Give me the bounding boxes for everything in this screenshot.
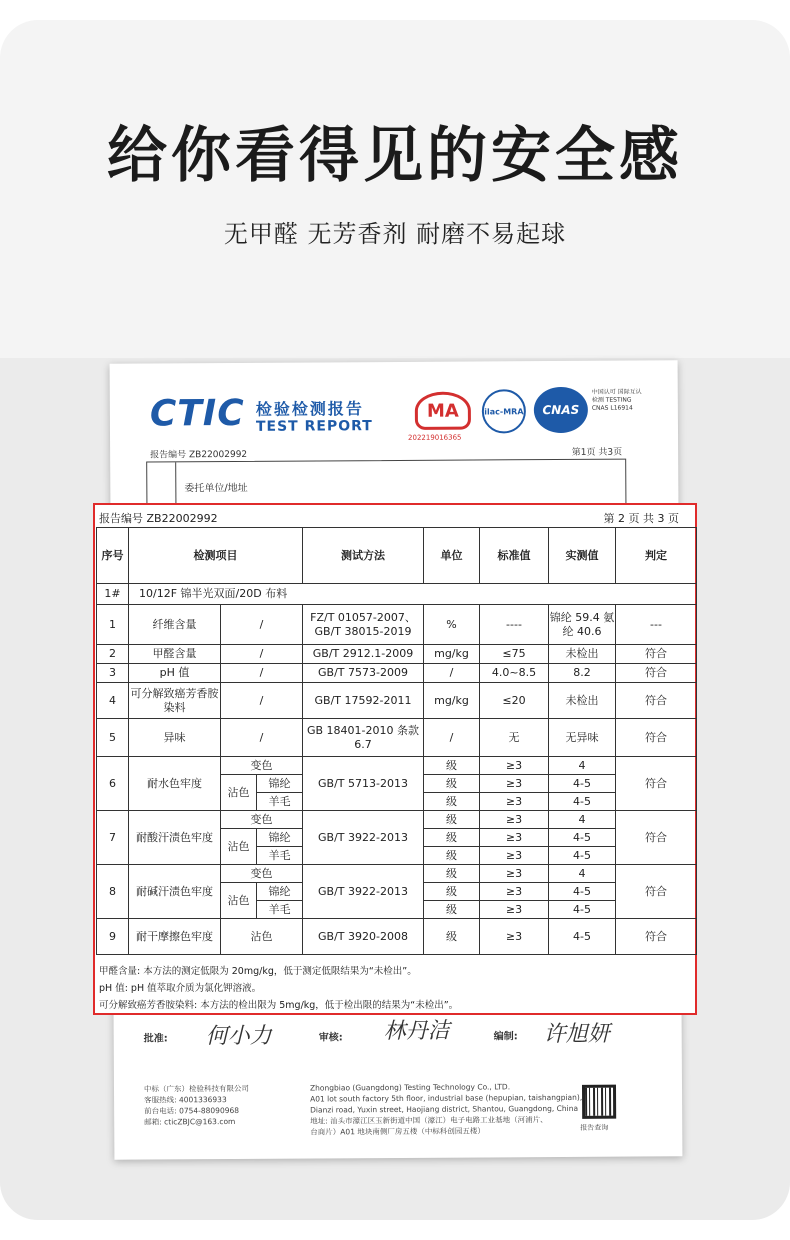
cma-seal-icon: MA (415, 392, 471, 430)
table-header-row (97, 528, 697, 584)
subheadline: 无甲醛 无芳香剂 耐磨不易起球 (223, 220, 567, 248)
table-cell: ≥3 (480, 865, 549, 883)
table-row (97, 683, 697, 719)
table-cell: 4-5 (549, 901, 616, 919)
table-cell: 级 (424, 901, 480, 919)
col-std: 标准值 (480, 528, 549, 584)
table-cell: 7 (97, 811, 129, 865)
table-cell: ≥3 (480, 901, 549, 919)
table-row (97, 645, 697, 664)
cnas-text: 中国认可 国际互认 检测 TESTING CNAS L16914 (591, 388, 642, 412)
table-cell: % (424, 605, 480, 645)
note-formaldehyde: 甲醛含量: 本方法的测定低限为 20mg/kg，低于测定低限结果为“未检出”。 (99, 966, 417, 977)
table-report-number: 报告编号 ZB22002992 (99, 512, 218, 525)
table-cell: mg/kg (424, 645, 480, 664)
table-row (97, 919, 697, 955)
footer-en: Zhongbiao (Guangdong) Testing Technology Co., LTD. A01 lot south factory 5th floor, industrial base (hepupian, taishangpian), Dianzi road, Yuxin street, Haojiang district, Shantou, Guangdong, China 地址: 汕头市濠江区玉新街道中国（濠江）电子电路工业基地（河浦片、 台商片）A01 地块南侧厂房五楼（中标科创园五楼） (309, 1082, 583, 1137)
table-cell: 4-5 (549, 919, 616, 955)
table-cell: 符合 (616, 719, 697, 757)
report-title-en: TEST REPORT (255, 418, 373, 435)
approver-signature-icon: 何小力 (205, 1023, 272, 1050)
table-cell: 4-5 (549, 883, 616, 901)
col-result: 实测值 (549, 528, 616, 584)
table-cell: 级 (424, 829, 480, 847)
table-cell: 8 (97, 865, 129, 919)
table-cell: 变色 (221, 865, 303, 883)
footer-cn: 中标（广东）检验科技有限公司 客服热线: 4001336933 前台电话: 0754-88090968 邮箱: cticZBJC@163.com (143, 1083, 250, 1127)
table-cell: 4 (549, 757, 616, 775)
col-unit: 单位 (424, 528, 480, 584)
table-cell: ≥3 (480, 919, 549, 955)
cnas-icon: CNAS (534, 387, 588, 433)
editor-label: 编制: (493, 1031, 518, 1043)
table-cell: / (221, 605, 303, 645)
table-cell: 级 (424, 811, 480, 829)
results-table (96, 527, 697, 955)
table-cell: 4-5 (549, 775, 616, 793)
table-cell: / (221, 719, 303, 757)
table-cell: 5 (97, 719, 129, 757)
table-cell: 符合 (616, 757, 697, 811)
col-item: 检测项目 (129, 528, 303, 584)
table-cell: ≥3 (480, 847, 549, 865)
table-cell: GB/T 17592-2011 (303, 683, 424, 719)
table-cell: 符合 (616, 919, 697, 955)
table-cell: 级 (424, 847, 480, 865)
headline: 给你看得见的安全感 (107, 121, 683, 191)
table-row (97, 757, 697, 775)
table-cell: 沾色 (221, 775, 257, 811)
table-cell: ≥3 (480, 883, 549, 901)
reviewer-signature-icon: 林丹洁 (383, 1018, 450, 1045)
table-cell: 纤维含量 (129, 605, 221, 645)
qr-label: 报告查询 (580, 1123, 609, 1132)
table-cell: GB/T 2912.1-2009 (303, 645, 424, 664)
table-cell: 锦纶 (257, 829, 303, 847)
table-cell: 无异味 (549, 719, 616, 757)
table-cell: 级 (424, 865, 480, 883)
table-cell: 3 (97, 664, 129, 683)
table-cell: 羊毛 (257, 793, 303, 811)
table-cell: 符合 (616, 664, 697, 683)
table-cell: 异味 (129, 719, 221, 757)
col-judge: 判定 (616, 528, 697, 584)
sample-row (97, 584, 697, 605)
table-row (97, 719, 697, 757)
table-cell: 沾色 (221, 829, 257, 865)
table-cell: 4.0~8.5 (480, 664, 549, 683)
table-cell: GB/T 7573-2009 (303, 664, 424, 683)
table-cell: 锦纶 (257, 775, 303, 793)
note-amine: 可分解致癌芳香胺染料: 本方法的检出限为 5mg/kg，低于检出限的结果为“未检出”。 (99, 1000, 459, 1011)
table-cell: 4 (97, 683, 129, 719)
approver-label: 批准: (143, 1033, 168, 1045)
table-cell: 级 (424, 919, 480, 955)
table-cell: 4-5 (549, 793, 616, 811)
table-cell: 符合 (616, 683, 697, 719)
ctic-logo: CTIC (149, 392, 245, 435)
table-cell: 符合 (616, 811, 697, 865)
table-row (97, 605, 697, 645)
table-cell: 耐干摩擦色牢度 (129, 919, 221, 955)
table-cell: 4 (549, 811, 616, 829)
col-method: 测试方法 (303, 528, 424, 584)
table-cell: ≥3 (480, 793, 549, 811)
table-cell: 可分解致癌芳香胺染料 (129, 683, 221, 719)
table-cell: 耐水色牢度 (129, 757, 221, 811)
table-cell: / (424, 664, 480, 683)
note-ph: pH 值: pH 值萃取介质为氯化钾溶液。 (99, 983, 262, 994)
table-cell: 4 (549, 865, 616, 883)
table-cell: GB/T 5713-2013 (303, 757, 424, 811)
table-cell: 未检出 (549, 645, 616, 664)
paper-report-number: 报告编号 ZB22002992 (150, 449, 248, 461)
table-cell: 变色 (221, 757, 303, 775)
table-cell: 级 (424, 757, 480, 775)
table-cell: 级 (424, 793, 480, 811)
table-cell: 沾色 (221, 919, 303, 955)
table-cell: 耐碱汗渍色牢度 (129, 865, 221, 919)
table-cell: pH 值 (129, 664, 221, 683)
table-cell: 符合 (616, 865, 697, 919)
qr-code-icon (582, 1085, 616, 1119)
table-cell: / (424, 719, 480, 757)
table-cell: mg/kg (424, 683, 480, 719)
table-cell: / (221, 664, 303, 683)
table-cell: ≥3 (480, 757, 549, 775)
table-row (97, 664, 697, 683)
table-cell: 1 (97, 605, 129, 645)
table-cell: ≥3 (480, 775, 549, 793)
table-cell: 级 (424, 883, 480, 901)
editor-signature-icon: 许旭妍 (543, 1021, 610, 1048)
table-cell: 符合 (616, 645, 697, 664)
table-cell: 10/12F 锦半光双面/20D 布料 (129, 584, 697, 605)
table-cell: 无 (480, 719, 549, 757)
table-cell: 9 (97, 919, 129, 955)
table-cell: 耐酸汗渍色牢度 (129, 811, 221, 865)
zoomed-results-table (93, 503, 697, 1015)
table-cell: GB/T 3922-2013 (303, 811, 424, 865)
table-row (97, 811, 697, 829)
table-cell: --- (616, 605, 697, 645)
paper-client-label: 委托单位/地址 (184, 482, 248, 495)
table-cell: ≤20 (480, 683, 549, 719)
table-cell: GB 18401-2010 条款 6.7 (303, 719, 424, 757)
table-cell: 2 (97, 645, 129, 664)
table-notes (99, 963, 458, 1014)
table-cell: 1# (97, 584, 129, 605)
table-cell: 8.2 (549, 664, 616, 683)
table-cell: 甲醛含量 (129, 645, 221, 664)
table-cell: / (221, 645, 303, 664)
table-cell: GB/T 3922-2013 (303, 865, 424, 919)
table-cell: 羊毛 (257, 901, 303, 919)
table-cell: 羊毛 (257, 847, 303, 865)
table-cell: ≥3 (480, 811, 549, 829)
table-cell: 4-5 (549, 847, 616, 865)
table-cell: 未检出 (549, 683, 616, 719)
table-cell: GB/T 3920-2008 (303, 919, 424, 955)
table-cell: / (221, 683, 303, 719)
report-title-cn: 检验检测报告 (255, 399, 364, 419)
table-cell: ≤75 (480, 645, 549, 664)
table-cell: 锦纶 59.4 氨纶 40.6 (549, 605, 616, 645)
paper-page-number: 第1页 共3页 (571, 447, 623, 458)
cma-number: 202219016365 (408, 433, 462, 442)
table-cell: ---- (480, 605, 549, 645)
ilac-mra-icon: ilac-MRA (482, 389, 526, 433)
reviewer-label: 审核: (318, 1032, 343, 1044)
table-cell: ≥3 (480, 829, 549, 847)
table-cell: 4-5 (549, 829, 616, 847)
table-cell: 级 (424, 775, 480, 793)
table-page-number: 第 2 页 共 3 页 (603, 512, 679, 525)
table-cell: 沾色 (221, 883, 257, 919)
table-row (97, 865, 697, 883)
table-cell: 6 (97, 757, 129, 811)
table-cell: FZ/T 01057-2007、GB/T 38015-2019 (303, 605, 424, 645)
col-no: 序号 (97, 528, 129, 584)
table-cell: 锦纶 (257, 883, 303, 901)
table-cell: 变色 (221, 811, 303, 829)
